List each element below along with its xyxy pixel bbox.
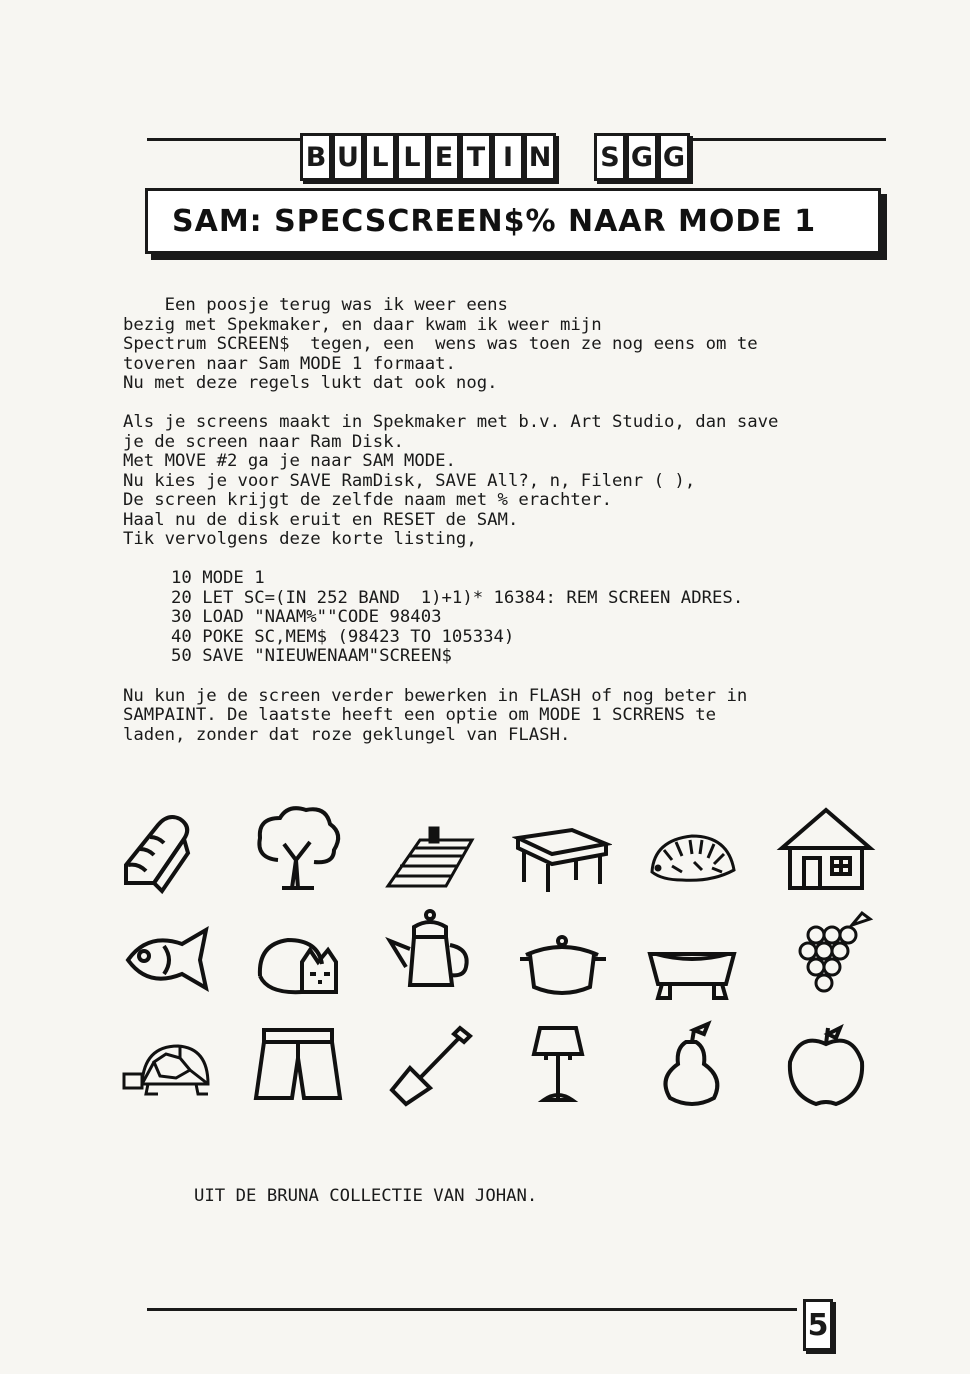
- clipart-credit: UIT DE BRUNA COLLECTIE VAN JOHAN.: [194, 1186, 538, 1206]
- text-line: Nu met deze regels lukt dat ook nog.: [123, 373, 498, 393]
- text-line: Een poosje terug was ik weer eens: [123, 295, 508, 315]
- text-line: je de screen naar Ram Disk.: [123, 432, 404, 452]
- text-line: Met MOVE #2 ga je naar SAM MODE.: [123, 451, 456, 471]
- listing-line: 50 SAVE "NIEUWENAAM"SCREEN$: [171, 646, 452, 666]
- masthead-letter: G: [658, 133, 690, 181]
- masthead-rule-left: [147, 138, 307, 141]
- text-line: De screen krijgt de zelfde naam met % erachter.: [123, 490, 612, 510]
- roof-icon: [380, 810, 480, 905]
- listing-line: 20 LET SC=(IN 252 BAND 1)+1)* 16384: REM SCREEN ADRES.: [171, 588, 744, 608]
- text-line: Tik vervolgens deze korte listing,: [123, 529, 477, 549]
- footer-rule: [147, 1308, 797, 1311]
- text-line: SAMPAINT. De laatste heeft een optie om MODE 1 SCRRENS te: [123, 705, 717, 725]
- masthead-letter: G: [626, 133, 658, 181]
- masthead-letter: E: [428, 133, 460, 181]
- listing-line: 40 POKE SC,MEM$ (98423 TO 105334): [171, 627, 515, 647]
- bathtub-icon: [642, 920, 742, 1015]
- apple-icon: [776, 1018, 876, 1113]
- listing-line: 10 MODE 1: [171, 568, 265, 588]
- masthead-letter: T: [460, 133, 492, 181]
- text-line: Spectrum SCREEN$ tegen, een wens was toen ze nog eens om te: [123, 334, 758, 354]
- article-title-box: [145, 188, 881, 254]
- masthead-letter: L: [396, 133, 428, 181]
- hedgehog-icon: [642, 810, 742, 905]
- fish-icon: [118, 910, 218, 1005]
- text-line: Haal nu de disk eruit en RESET de SAM.: [123, 510, 519, 530]
- grapes-icon: [776, 905, 876, 1000]
- article-title: SAM: SPECSCREEN$% NAAR MODE 1: [172, 203, 817, 239]
- masthead-letter: U: [332, 133, 364, 181]
- listing-line: 30 LOAD "NAAM%""CODE 98403: [171, 607, 442, 627]
- lamp-icon: [512, 1018, 612, 1113]
- tree-icon: [248, 800, 348, 895]
- bread-loaf-icon: [118, 805, 218, 900]
- text-line: Als je screens maakt in Spekmaker met b.v. Art Studio, dan save: [123, 412, 779, 432]
- cooking-pot-icon: [512, 915, 612, 1010]
- coffee-pot-icon: [380, 905, 480, 1000]
- table-icon: [512, 808, 612, 903]
- text-line: laden, zonder dat roze geklungel van FLASH.: [123, 725, 571, 745]
- pear-icon: [642, 1018, 742, 1113]
- text-line: toveren naar Sam MODE 1 formaat.: [123, 354, 456, 374]
- shorts-icon: [248, 1018, 348, 1113]
- text-line: Nu kies je voor SAVE RamDisk, SAVE All?, n, Filenr ( ),: [123, 471, 696, 491]
- masthead-letter: B: [300, 133, 332, 181]
- text-line: Nu kun je de screen verder bewerken in FLASH of nog beter in: [123, 686, 748, 706]
- text-line: bezig met Spekmaker, en daar kwam ik weer mijn: [123, 315, 602, 335]
- masthead-letter: L: [364, 133, 396, 181]
- masthead-letter: I: [492, 133, 524, 181]
- tortoise-icon: [118, 1018, 218, 1113]
- shovel-icon: [380, 1018, 480, 1113]
- masthead-letter: S: [594, 133, 626, 181]
- page-number: 5: [803, 1299, 833, 1351]
- sleeping-cat-icon: [248, 910, 348, 1005]
- masthead-letter: N: [524, 133, 556, 181]
- house-icon: [776, 800, 876, 895]
- masthead-rule-right: [690, 138, 886, 141]
